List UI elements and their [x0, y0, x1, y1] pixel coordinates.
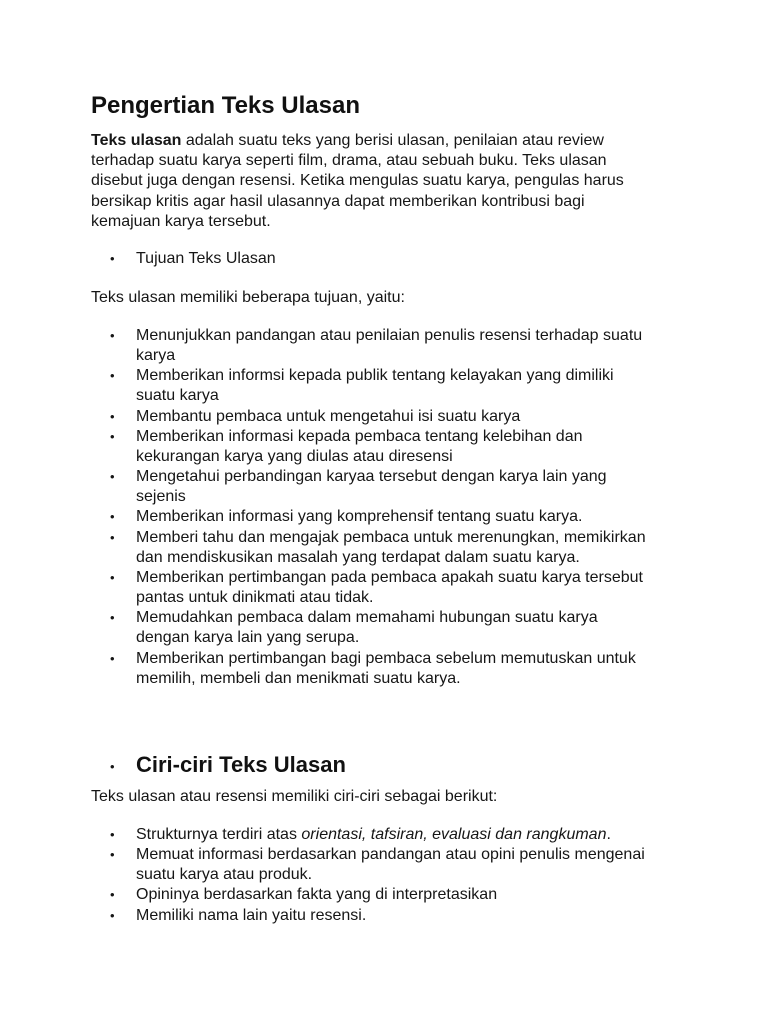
list-item: • Mengetahui perbandingan karyaa tersebut dengan karya lain yang sejenis	[110, 468, 607, 506]
bullet-icon: •	[110, 907, 115, 923]
bullet-icon: •	[110, 569, 115, 585]
tujuan-heading: Tujuan Teks Ulasan	[136, 250, 276, 267]
bullet-icon: •	[110, 251, 115, 266]
list-item: • Memiliki nama lain yaitu resensi.	[110, 906, 367, 924]
ciri-intro: Teks ulasan atau resensi memiliki ciri-ciri sebagai berikut:	[91, 788, 498, 805]
intro-lead-term: Teks ulasan	[91, 132, 182, 149]
list-item: • Membantu pembaca untuk mengetahui isi suatu karya	[110, 407, 521, 425]
tujuan-intro: Teks ulasan memiliki beberapa tujuan, yaitu:	[91, 289, 405, 306]
page-title: Pengertian Teks Ulasan	[91, 92, 360, 119]
bullet-icon: •	[110, 428, 115, 444]
list-item: • Memberikan informasi yang komprehensif tentang suatu karya.	[110, 508, 583, 526]
bullet-icon: •	[110, 827, 115, 842]
ciri-heading-item	[91, 751, 346, 779]
bullet-icon: •	[110, 847, 115, 863]
intro-line: disebut juga dengan resensi. Ketika mengulas suatu karya, pengulas harus	[91, 172, 624, 190]
tujuan-heading-item	[91, 249, 276, 269]
list-item: • Menunjukkan pandangan atau penilaian penulis resensi terhadap suatu karya	[110, 327, 643, 365]
bullet-icon: •	[110, 650, 115, 666]
bullet-icon: •	[110, 408, 115, 424]
list-item: • Opininya berdasarkan fakta yang di interpretasikan	[110, 886, 498, 904]
bullet-icon: •	[110, 368, 115, 384]
list-item: • Memberikan pertimbangan pada pembaca apakah suatu karya tersebut pantas untuk dinikmati atau tidak.	[110, 568, 643, 607]
bullet-icon: •	[110, 759, 115, 774]
list-item: • Strukturnya terdiri atas orientasi, tafsiran, evaluasi dan rangkuman.	[110, 826, 611, 843]
tujuan-heading-list	[91, 249, 276, 269]
italic-terms: orientasi, tafsiran, evaluasi dan rangkuman	[301, 826, 607, 843]
intro-line: Teks ulasan adalah suatu teks yang berisi ulasan, penilaian atau review	[91, 132, 604, 149]
intro-line: bersikap kritis agar hasil ulasannya dapat memberikan kontribusi bagi	[91, 192, 585, 210]
tujuan-list	[91, 326, 646, 689]
intro-paragraph	[91, 131, 651, 232]
list-item: • Memberikan informasi kepada pembaca tentang kelebihan dan kekurangan karya yang diulas atau diresensi	[110, 427, 583, 465]
bullet-icon: •	[110, 509, 115, 525]
bullet-icon: •	[110, 887, 115, 903]
bullet-icon: •	[110, 610, 115, 626]
list-item: • Memberikan pertimbangan bagi pembaca sebelum memutuskan untuk memilih, membeli dan menikmati suatu karya.	[110, 649, 636, 687]
list-item: • Memudahkan pembaca dalam memahami hubungan suatu karya dengan karya lain yang serupa.	[110, 609, 598, 647]
list-item: • Memuat informasi berdasarkan pandangan atau opini penulis mengenai suatu karya atau produk.	[110, 846, 645, 884]
list-item: • Memberi tahu dan mengajak pembaca untuk merenungkan, memikirkan dan mendiskusikan masalah yang terdapat dalam suatu karya.	[110, 528, 646, 566]
ciri-heading: Ciri-ciri Teks Ulasan	[136, 752, 346, 777]
intro-line: terhadap suatu karya seperti film, drama, atau sebuah buku. Teks ulasan	[91, 152, 607, 170]
bullet-icon: •	[110, 529, 115, 545]
intro-line: kemajuan karya tersebut.	[91, 212, 271, 230]
list-item: • Memberikan informsi kepada publik tentang kelayakan yang dimiliki suatu karya	[110, 367, 614, 405]
bullet-icon: •	[110, 328, 115, 343]
ciri-list	[91, 825, 645, 926]
bullet-icon: •	[110, 469, 115, 485]
